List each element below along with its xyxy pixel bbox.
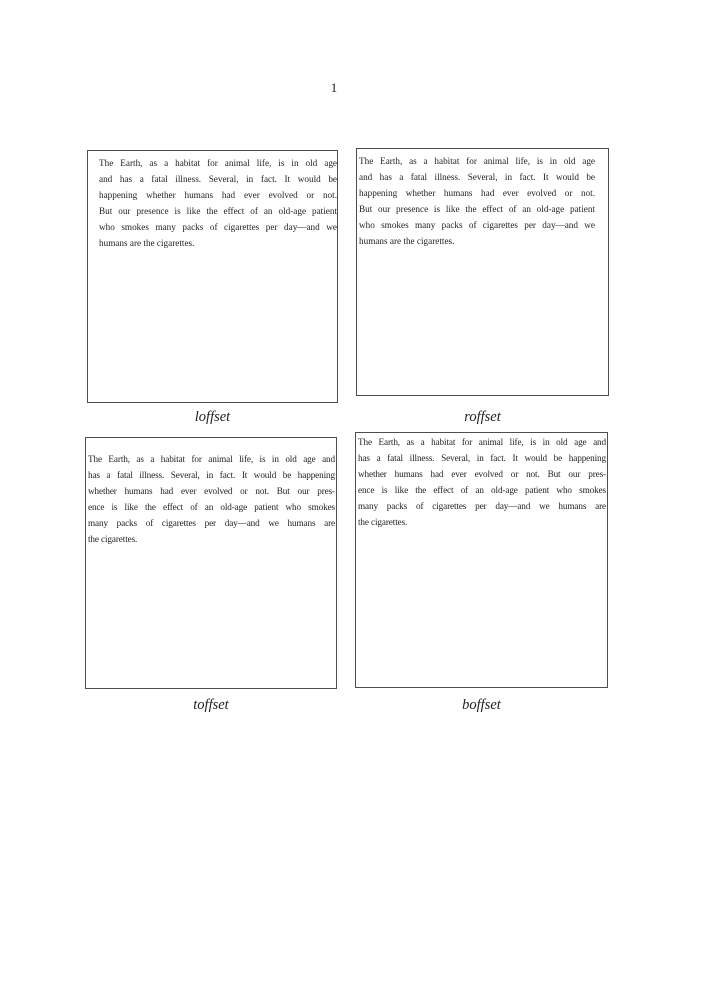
demo-box-toffset	[85, 437, 337, 689]
text-line: The Earth, as a habitat for animal life, is in old age	[359, 156, 595, 166]
figure-label-loffset: loffset	[194, 409, 231, 425]
text-line: who smokes many packs of cigarettes per day—and we	[359, 220, 595, 230]
figure-label-toffset: toffset	[193, 697, 229, 713]
figure-label-boffset: boffset	[462, 697, 501, 713]
text-line: the cigarettes.	[358, 517, 408, 527]
text-line: many packs of cigarettes per day—and we humans are	[88, 518, 335, 528]
demo-box-boffset	[355, 432, 608, 688]
text-line: humans are the cigarettes.	[359, 236, 455, 246]
text-line: whether humans had ever evolved or not. But our pres-	[358, 469, 606, 479]
text-line: humans are the cigarettes.	[99, 238, 195, 248]
text-line: has a fatal illness. Several, in fact. It would be happening	[88, 470, 335, 480]
text-line: ence is like the effect of an old-age patient who smokes	[358, 485, 606, 495]
text-line: The Earth, as a habitat for animal life, is in old age and	[358, 437, 606, 447]
text-line: ence is like the effect of an old-age patient who smokes	[88, 502, 335, 512]
text-line: happening whether humans had ever evolved or not.	[99, 190, 337, 200]
text-line: whether humans had ever evolved or not. But our pres-	[88, 486, 335, 496]
text-line: But our presence is like the effect of an old-age patient	[359, 204, 595, 214]
demo-box-roffset	[356, 148, 609, 396]
page-number: 1	[330, 80, 338, 95]
text-line: many packs of cigarettes per day—and we humans are	[358, 501, 606, 511]
text-line: the cigarettes.	[88, 534, 138, 544]
figure-label-roffset: roffset	[464, 409, 501, 425]
text-line: The Earth, as a habitat for animal life, is in old age	[99, 158, 337, 168]
text-line: and has a fatal illness. Several, in fact. It would be	[99, 174, 337, 184]
text-line: who smokes many packs of cigarettes per day—and we	[99, 222, 337, 232]
text-line: happening whether humans had ever evolved or not.	[359, 188, 595, 198]
demo-box-loffset	[87, 150, 338, 403]
text-line: has a fatal illness. Several, in fact. It would be happening	[358, 453, 606, 463]
text-line: The Earth, as a habitat for animal life, is in old age and	[88, 454, 335, 464]
text-line: But our presence is like the effect of an old-age patient	[99, 206, 337, 216]
text-line: and has a fatal illness. Several, in fact. It would be	[359, 172, 595, 182]
